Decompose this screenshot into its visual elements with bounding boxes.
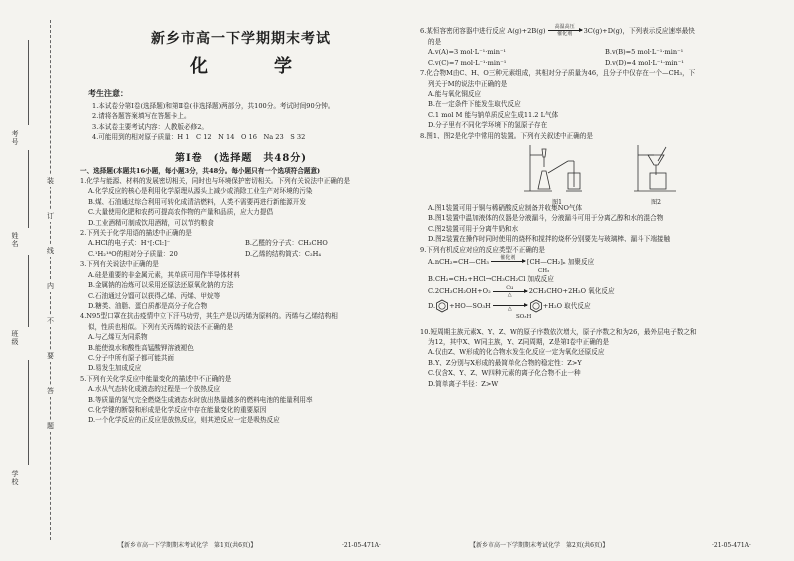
q3-option-d: D.糖类、油脂、蛋白质都是高分子化合物 <box>88 301 208 310</box>
figure-1 <box>522 143 592 207</box>
field-label-class: 班级 <box>11 330 19 346</box>
q9-c-cond-bottom: △ <box>507 291 512 298</box>
q1-option-c: C.大量使用化肥和农药可提高农作物的产量和品质，应大力提倡 <box>88 208 273 217</box>
benzenesulfonic-acid-ring-icon <box>529 299 543 313</box>
field-line-class[interactable] <box>28 255 29 327</box>
q6-options-row1 <box>420 47 782 57</box>
q6-arrow-top: 高温高压 <box>554 24 575 30</box>
q10-stem-cont: 为12，其中X、W同主族，Y、Z同周期，Z是第Ⅰ卷中正确的是 <box>428 337 610 346</box>
q4-option-b: B.能使溴水和酸性高锰酸钾溶液褪色 <box>88 343 194 352</box>
q5-option-a: A.水从气态转化成液态的过程是一个放热反应 <box>88 385 221 394</box>
q6-reaction-arrow <box>548 24 582 37</box>
seal-char: 线 <box>47 247 54 255</box>
seal-char: 题 <box>47 422 54 430</box>
q3-option-a: A.硅是重要的非金属元素，其单质可用作半导体材料 <box>88 270 240 279</box>
seal-char: 装 <box>47 177 54 185</box>
q4-option-d: D.易发生加成反应 <box>88 364 142 373</box>
q5-option-b: B.等质量的氢气完全燃烧生成液态水时放出热量越多的燃料电池的能量利用率 <box>88 395 313 404</box>
q9-option-b: B.CH₂=CH₂+HCl→CH₃CH₂Cl 加成反应 <box>428 275 554 284</box>
q8-option-a: A.图1装置可用于铜与稀硝酸反应制备并收集NO气体 <box>428 204 583 213</box>
q10-stem: 10.短周期主族元素X、Y、Z、W的原子序数依次增大，原子序数之和为26，最外层电子数之和 <box>420 327 697 336</box>
reaction-arrow-icon <box>493 305 527 306</box>
reaction-arrow-icon <box>493 291 527 292</box>
q6-option-d: D.v(D)=4 mol·L⁻¹·min⁻¹ <box>605 58 684 67</box>
q10-option-a: A.仅由Z、W形成的化合物水发生化反应一定为氧化还原反应 <box>428 348 605 357</box>
reaction-arrow-icon <box>491 261 525 262</box>
figure-2-caption: 图2 <box>651 199 661 207</box>
q9-d-reagent: +HO—SO₃H <box>449 301 491 310</box>
q9-d-product: +H₂O 取代反应 <box>542 301 591 310</box>
footer-left-page1: 【新乡市高一下学期期末考试化学 第1页(共6页)】 <box>118 542 257 549</box>
q2-option-a: A.HCl的电子式：H⁺[:Cl:]⁻ <box>88 239 171 248</box>
q9-d-arrow <box>493 299 527 312</box>
q2-option-c: C.¹H₂¹⁸O的相对分子质量：20 <box>88 249 178 258</box>
q1-option-d: D.工业酒精可制成饮用酒精，可以节约粮食 <box>88 218 214 227</box>
binding-margin <box>0 0 66 561</box>
notice-line: 1.本试卷分第Ⅰ卷(选择题)和第Ⅱ卷(非选择题)两部分，共100分。考试时间90分钟。 <box>92 102 335 110</box>
q9-a-product: [CH—CH₂]ₙ 加聚反应 <box>526 257 595 266</box>
exam-title: 新乡市高一下学期期末考试 <box>151 31 331 47</box>
footer-code-page2: ·21-05-471A· <box>712 542 751 549</box>
q6-options-row2 <box>420 58 782 68</box>
q8-figures <box>420 143 782 207</box>
q10-option-c: C.仅含X、Y、Z、W四种元素的离子化合物不止一种 <box>428 369 581 378</box>
q5-option-c: C.化学键的断裂和形成是化学反应中存在能量变化的重要原因 <box>88 405 267 414</box>
q4-option-c: C.分子中所有原子都可能共面 <box>88 353 175 362</box>
q3-option-c: C.石油通过分馏可以获得乙烯、丙烯、甲烷等 <box>88 291 221 300</box>
field-label-exam-no: 考号 <box>11 130 19 146</box>
q5-stem: 5.下列有关化学反应中能量变化的描述中不正确的是 <box>80 374 232 383</box>
q9-c-arrow <box>493 285 527 298</box>
q9-c-product: 2CH₃CHO+2H₂O 氧化反应 <box>528 287 615 295</box>
footer-left-page2: 【新乡市高一下学期期末考试化学 第2页(共6页)】 <box>470 542 609 549</box>
q9-d-label: D. <box>428 301 436 310</box>
q9-stem: 9.下列有机反应对应的反应类型不正确的是 <box>420 245 545 254</box>
q2-options-row1 <box>80 238 402 248</box>
q9-d-condition: △ <box>507 306 512 312</box>
notice-line: 2.请将各题答案填写在答题卡上。 <box>92 112 191 121</box>
seal-char: 不 <box>47 317 54 325</box>
figure-1-caption: 图1 <box>552 199 562 207</box>
q9-option-d <box>420 298 782 314</box>
equilibrium-arrow-icon <box>548 30 582 31</box>
q1-option-b: B.煤、石油通过综合利用可转化成清洁燃料，人类不需要再进行新能源开发 <box>88 197 306 206</box>
distillation-apparatus-icon <box>522 143 592 193</box>
q6-option-c: C.v(C)=7 mol·L⁻¹·min⁻¹ <box>428 58 507 67</box>
section1-instructions: 一、选择题(本题共16小题，每小题3分，共48分。每小题只有一个选项符合题意) <box>80 166 321 175</box>
q7-stem-cont: 列关于M的说法中正确的是 <box>428 79 508 88</box>
q7-option-c: C.1 mol M 能与钠单质反应生成11.2 L气体 <box>428 110 559 119</box>
q4-stem-cont: 似，性质也相似。下列有关丙烯的说法不正确的是 <box>88 322 234 331</box>
q5-option-d: D.一个化学反应的正反应是放热反应，则其逆反应一定是吸热反应 <box>88 416 280 425</box>
q6-stem-b: 3C(g)+D(g)，下列表示反应速率最快 <box>583 26 695 35</box>
benzene-ring-icon <box>435 299 449 313</box>
q10-option-d: D.简单离子半径：Z>W <box>428 379 499 388</box>
q7-option-d: D.分子里有不同化学环境下的氢原子存在 <box>428 121 548 130</box>
q9-d-substituent: SO₃H <box>516 313 532 320</box>
q6-stem <box>420 24 782 37</box>
q1-option-a: A.化学反应的核心是利用化学原理从源头上减少或消除工业生产对环境的污染 <box>88 187 313 196</box>
field-line-exam-no[interactable] <box>28 40 29 125</box>
q8-option-b: B.图1装置中温加液体的仪器是分液漏斗，分液漏斗可用于分离乙醇和水的混合物 <box>428 214 664 223</box>
q9-option-c <box>420 285 782 298</box>
q9-c-cond-top: Cu <box>506 284 514 291</box>
q8-stem: 8.图1、图2是化学中常用的装置。下列有关叙述中正确的是 <box>420 131 593 140</box>
notice-title: 考生注意： <box>88 88 128 98</box>
notice-line: 3.本试卷主要考试内容：人教版必修2。 <box>92 122 208 131</box>
q6-arrow-bottom: 催化剂 <box>557 31 573 37</box>
q9-a-reactant: A.nCH₂=CH—CH₃ <box>428 257 489 266</box>
notice-line: 4.可能用到的相对原子质量：H 1 C 12 N 14 O 16 Na 23 S 32 <box>92 133 306 142</box>
left-column <box>80 22 402 426</box>
q2-option-b: B.乙醛的分子式：CH₃CHO <box>245 239 328 248</box>
q2-option-d: D.乙烯的结构简式：C₂H₄ <box>245 249 321 258</box>
q2-options-row2 <box>80 249 402 259</box>
right-column <box>420 24 782 389</box>
q9-a-arrow <box>491 255 525 268</box>
q8-option-d: D.图2装置在操作时同时使用的烧杯和搅拌的烧杯分别要先与玻璃棒、漏斗下端接触 <box>428 235 671 244</box>
q7-option-b: B.在一定条件下能发生取代反应 <box>428 100 521 109</box>
q4-option-a: A.与乙烯互为同系物 <box>88 333 148 342</box>
seal-char: 答 <box>47 387 54 395</box>
q7-stem: 7.化合物M由C、H、O三种元素组成，其相对分子质量为46，且分子中仅存在一个—CH₃，下 <box>420 69 696 78</box>
q8-option-c: C.图2装置可用于分离牛奶和水 <box>428 224 519 233</box>
field-label-name: 姓名 <box>11 232 19 248</box>
field-line-name[interactable] <box>28 150 29 228</box>
footer-code-page1: ·21-05-471A· <box>342 542 381 549</box>
seal-char: 要 <box>47 352 54 360</box>
section1-title: 第Ⅰ卷 (选择题 共48分) <box>174 152 308 164</box>
field-label-school: 学校 <box>11 470 19 486</box>
figure-2 <box>632 143 680 207</box>
q7-option-a: A.能与氧化铜反应 <box>428 90 482 99</box>
q6-stem-a: 6.某恒容密闭容器中进行反应 A(g)+2B(g) <box>420 26 546 35</box>
seal-char: 内 <box>47 282 54 290</box>
q3-stem: 3.下列有关说法中正确的是 <box>80 260 159 269</box>
q1-stem: 1.化学与能源、材料的发展密切相关，同时也与环境保护密切相关。下列有关说法中正确的是 <box>80 177 351 186</box>
subject-title: 化 学 <box>190 56 316 77</box>
seal-char: 订 <box>47 212 54 220</box>
q6-option-b: B.v(B)=5 mol·L⁻¹·min⁻¹ <box>605 48 684 57</box>
q2-stem: 2.下列关于化学用语的描述中正确的是 <box>80 229 192 238</box>
q9-c-reactant: C.2CH₃CH₂OH+O₂ <box>428 287 491 295</box>
field-line-school[interactable] <box>28 360 29 465</box>
q9-a-condition: 催化剂 <box>500 255 516 262</box>
q4-stem: 4.N95型口罩在抗击疫情中立下汗马功劳，其生产是以丙烯为原料的。丙烯与乙烯结构相 <box>80 312 338 321</box>
q9-a-branch: CH₃ <box>538 268 550 275</box>
q10-option-b: B.Y、Z分别与X形成的最简单化合物的稳定性：Z>Y <box>428 358 582 367</box>
q9-option-a <box>420 255 782 268</box>
q3-option-b: B.金属钠的冶炼可以采用还原法还原氧化钠的方法 <box>88 281 234 290</box>
filtration-apparatus-icon <box>632 143 680 193</box>
q6-stem-cont: 的是 <box>428 38 442 46</box>
q6-option-a: A.v(A)=3 mol·L⁻¹·min⁻¹ <box>428 48 507 57</box>
